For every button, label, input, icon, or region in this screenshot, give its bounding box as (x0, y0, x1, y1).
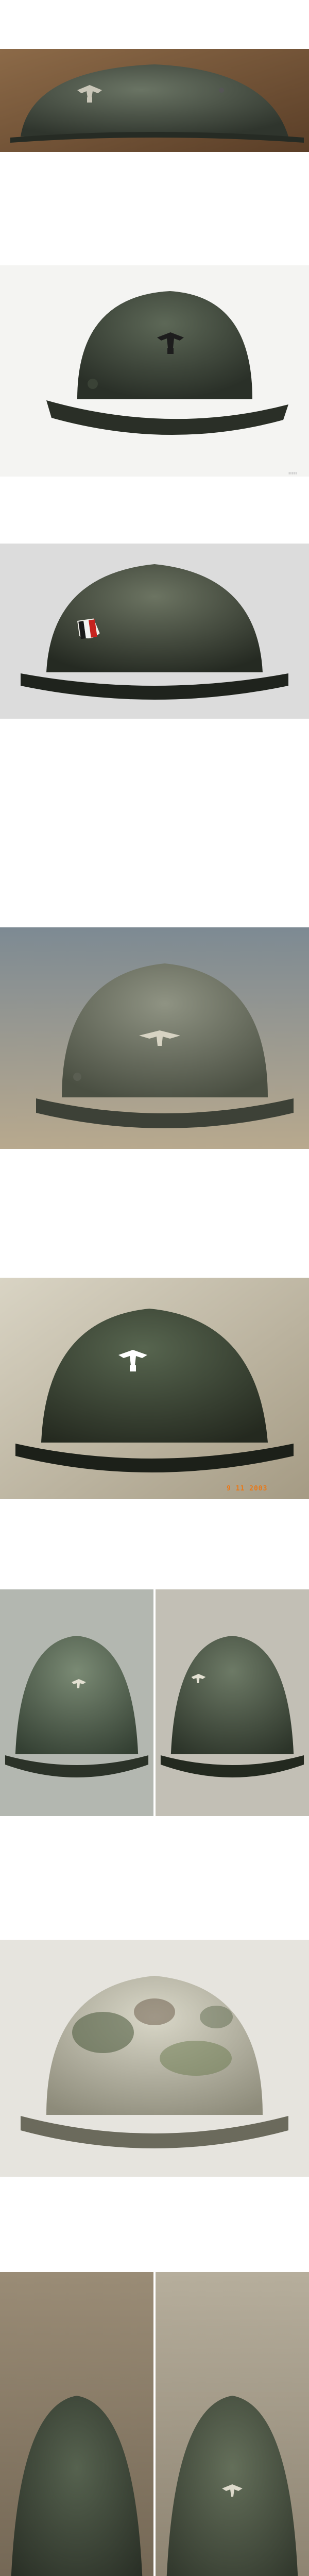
helmet-photo-final-left (0, 2272, 153, 2576)
article-paragraph-3 (7, 185, 302, 263)
article-paragraph-11 (7, 1502, 302, 1587)
article-paragraph-14 (7, 2179, 302, 2269)
helmet-photo-side-view (0, 49, 309, 152)
photo-date-stamp: 9 11 2003 (227, 1485, 268, 1493)
article-paragraph-8 (7, 881, 302, 924)
helmet-photo-m42-left (0, 1589, 153, 1816)
photo-watermark: ▮▮▮▮▮ (288, 472, 297, 475)
article-paragraph-4 (7, 479, 302, 541)
article-paragraph-2 (7, 155, 302, 183)
article-paragraph-12 (7, 1819, 302, 1896)
article-paragraph-13 (7, 1899, 302, 1937)
helmet-photo-m42-right (156, 1589, 309, 1816)
helmet-photo-luftwaffe (0, 927, 309, 1149)
helmet-photo-winter-camo (0, 1940, 309, 2177)
helmet-photo-pair-m42 (0, 1589, 309, 1816)
helmet-photo-m16-decal (0, 265, 309, 477)
article-paragraph-7 (7, 817, 302, 878)
article-paragraph-10 (7, 1231, 302, 1276)
helmet-photo-tricolor (0, 544, 309, 719)
helmet-photo-dated (0, 1278, 309, 1499)
article-paragraph-9 (7, 1152, 302, 1229)
article-paragraph-1 (7, 5, 302, 47)
helmet-photo-pair-final (0, 2272, 309, 2576)
article-paragraph-5 (7, 721, 302, 782)
article-paragraph-6 (7, 784, 302, 815)
helmet-photo-final-right (156, 2272, 309, 2576)
